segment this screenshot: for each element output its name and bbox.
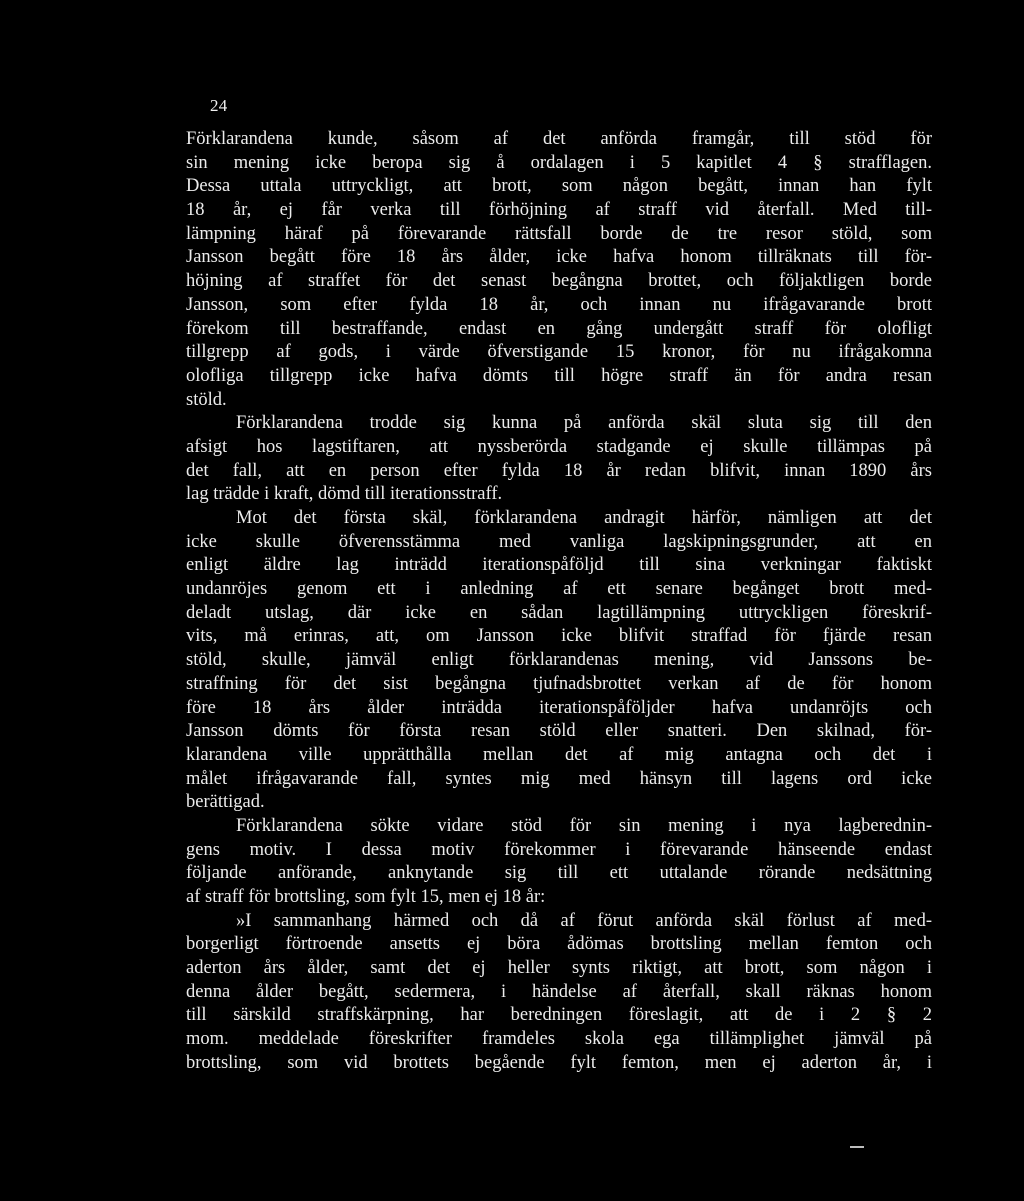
text-line: stöld. [186, 389, 227, 410]
text-line: före 18 års ålder inträdda iterationspåföljder hafva undanröjts och [186, 697, 932, 718]
text-line: det fall, att en person efter fylda 18 år redan blifvit, innan 1890 års [186, 460, 932, 481]
text-line: Förklarandena trodde sig kunna på anförda skäl sluta sig till den [236, 413, 932, 434]
text-line: straffning för det sist begångna tjufnadsbrottet verkan af de för honom [186, 673, 932, 694]
text-line: afsigt hos lagstiftaren, att nyssberörda stadgande ej skulle tillämpas på [186, 436, 932, 457]
text-line: vits, må erinras, att, om Jansson icke blifvit straffad för fjärde resan [186, 626, 932, 647]
text-line: gens motiv. I dessa motiv förekommer i förevarande hänseende endast [186, 839, 932, 860]
text-line: Jansson dömts för första resan stöld eller snatteri. Den skilnad, för- [186, 721, 932, 742]
text-line: förekom till bestraffande, endast en gång undergått straff för olofligt [186, 318, 932, 339]
text-line: målet ifrågavarande fall, syntes mig med hänsyn till lagens ord icke [186, 768, 932, 789]
text-line: lämpning häraf på förevarande rättsfall borde de tre resor stöld, som [186, 223, 932, 244]
text-line: till särskild straffskärpning, har beredningen föreslagit, att de i 2 § 2 [186, 1005, 932, 1026]
text-line: följande anförande, anknytande sig till ett uttalande rörande nedsättning [186, 863, 932, 884]
page-number: 24 [210, 96, 228, 115]
text-line: borgerligt förtroende ansetts ej böra ådömas brottsling mellan femton och [186, 934, 932, 955]
text-line: tillgrepp af gods, i värde öfverstigande 15 kronor, för nu ifrågakomna [186, 342, 932, 363]
text-line: lag trädde i kraft, dömd till iterationsstraff. [186, 484, 503, 505]
text-line: »I sammanhang härmed och då af förut anförda skäl förlust af med- [236, 910, 932, 931]
scan-artifact-mark [850, 1146, 864, 1148]
text-line: brottsling, som vid brottets begående fylt femton, men ej aderton år, i [186, 1052, 932, 1073]
text-line: af straff för brottsling, som fylt 15, men ej 18 år: [186, 887, 546, 907]
text-line: enligt äldre lag inträdd iterationspåföljd till sina verkningar faktiskt [186, 555, 932, 576]
text-line: deladt utslag, där icke en sådan lagtillämpning uttryckligen föreskrif- [186, 602, 932, 623]
text-line: Jansson begått före 18 års ålder, icke hafva honom tillräknats till för- [186, 247, 932, 268]
text-line: denna ålder begått, sedermera, i händelse af återfall, skall räknas honom [186, 981, 932, 1002]
text-line: 18 år, ej får verka till förhöjning af straff vid återfall. Med till- [186, 200, 932, 221]
body-text [186, 128, 932, 1076]
text-line: undanröjes genom ett i anledning af ett senare begånget brott med- [186, 579, 932, 600]
text-line: aderton års ålder, samt det ej heller synts riktigt, att brott, som någon i [186, 958, 932, 979]
text-line: Mot det första skäl, förklarandena andragit härför, nämligen att det [236, 508, 932, 528]
text-line: sin mening icke beropa sig å ordalagen i 5 kapitlet 4 § strafflagen. [186, 152, 932, 173]
text-line: höjning af straffet för det senast begångna brottet, och följaktligen borde [186, 271, 932, 292]
text-line: Dessa uttala uttryckligt, att brott, som någon begått, innan han fylt [186, 176, 932, 197]
text-line: Jansson, som efter fylda 18 år, och innan nu ifrågavarande brott [186, 294, 932, 315]
text-line: Förklarandena kunde, såsom af det anförda framgår, till stöd för [186, 129, 932, 149]
text-line: olofliga tillgrepp icke hafva dömts till högre straff än för andra resan [186, 365, 932, 386]
text-line: mom. meddelade föreskrifter framdeles skola ega tillämplighet jämväl på [186, 1029, 932, 1050]
text-line: Förklarandena sökte vidare stöd för sin mening i nya lagberednin- [236, 815, 932, 836]
text-line: icke skulle öfverensstämma med vanliga lagskipningsgrunder, att en [186, 531, 932, 552]
text-line: stöld, skulle, jämväl enligt förklarandenas mening, vid Janssons be- [186, 650, 932, 671]
text-line: berättigad. [186, 792, 265, 813]
text-line: klarandena ville upprätthålla mellan det af mig antagna och det i [186, 744, 932, 765]
